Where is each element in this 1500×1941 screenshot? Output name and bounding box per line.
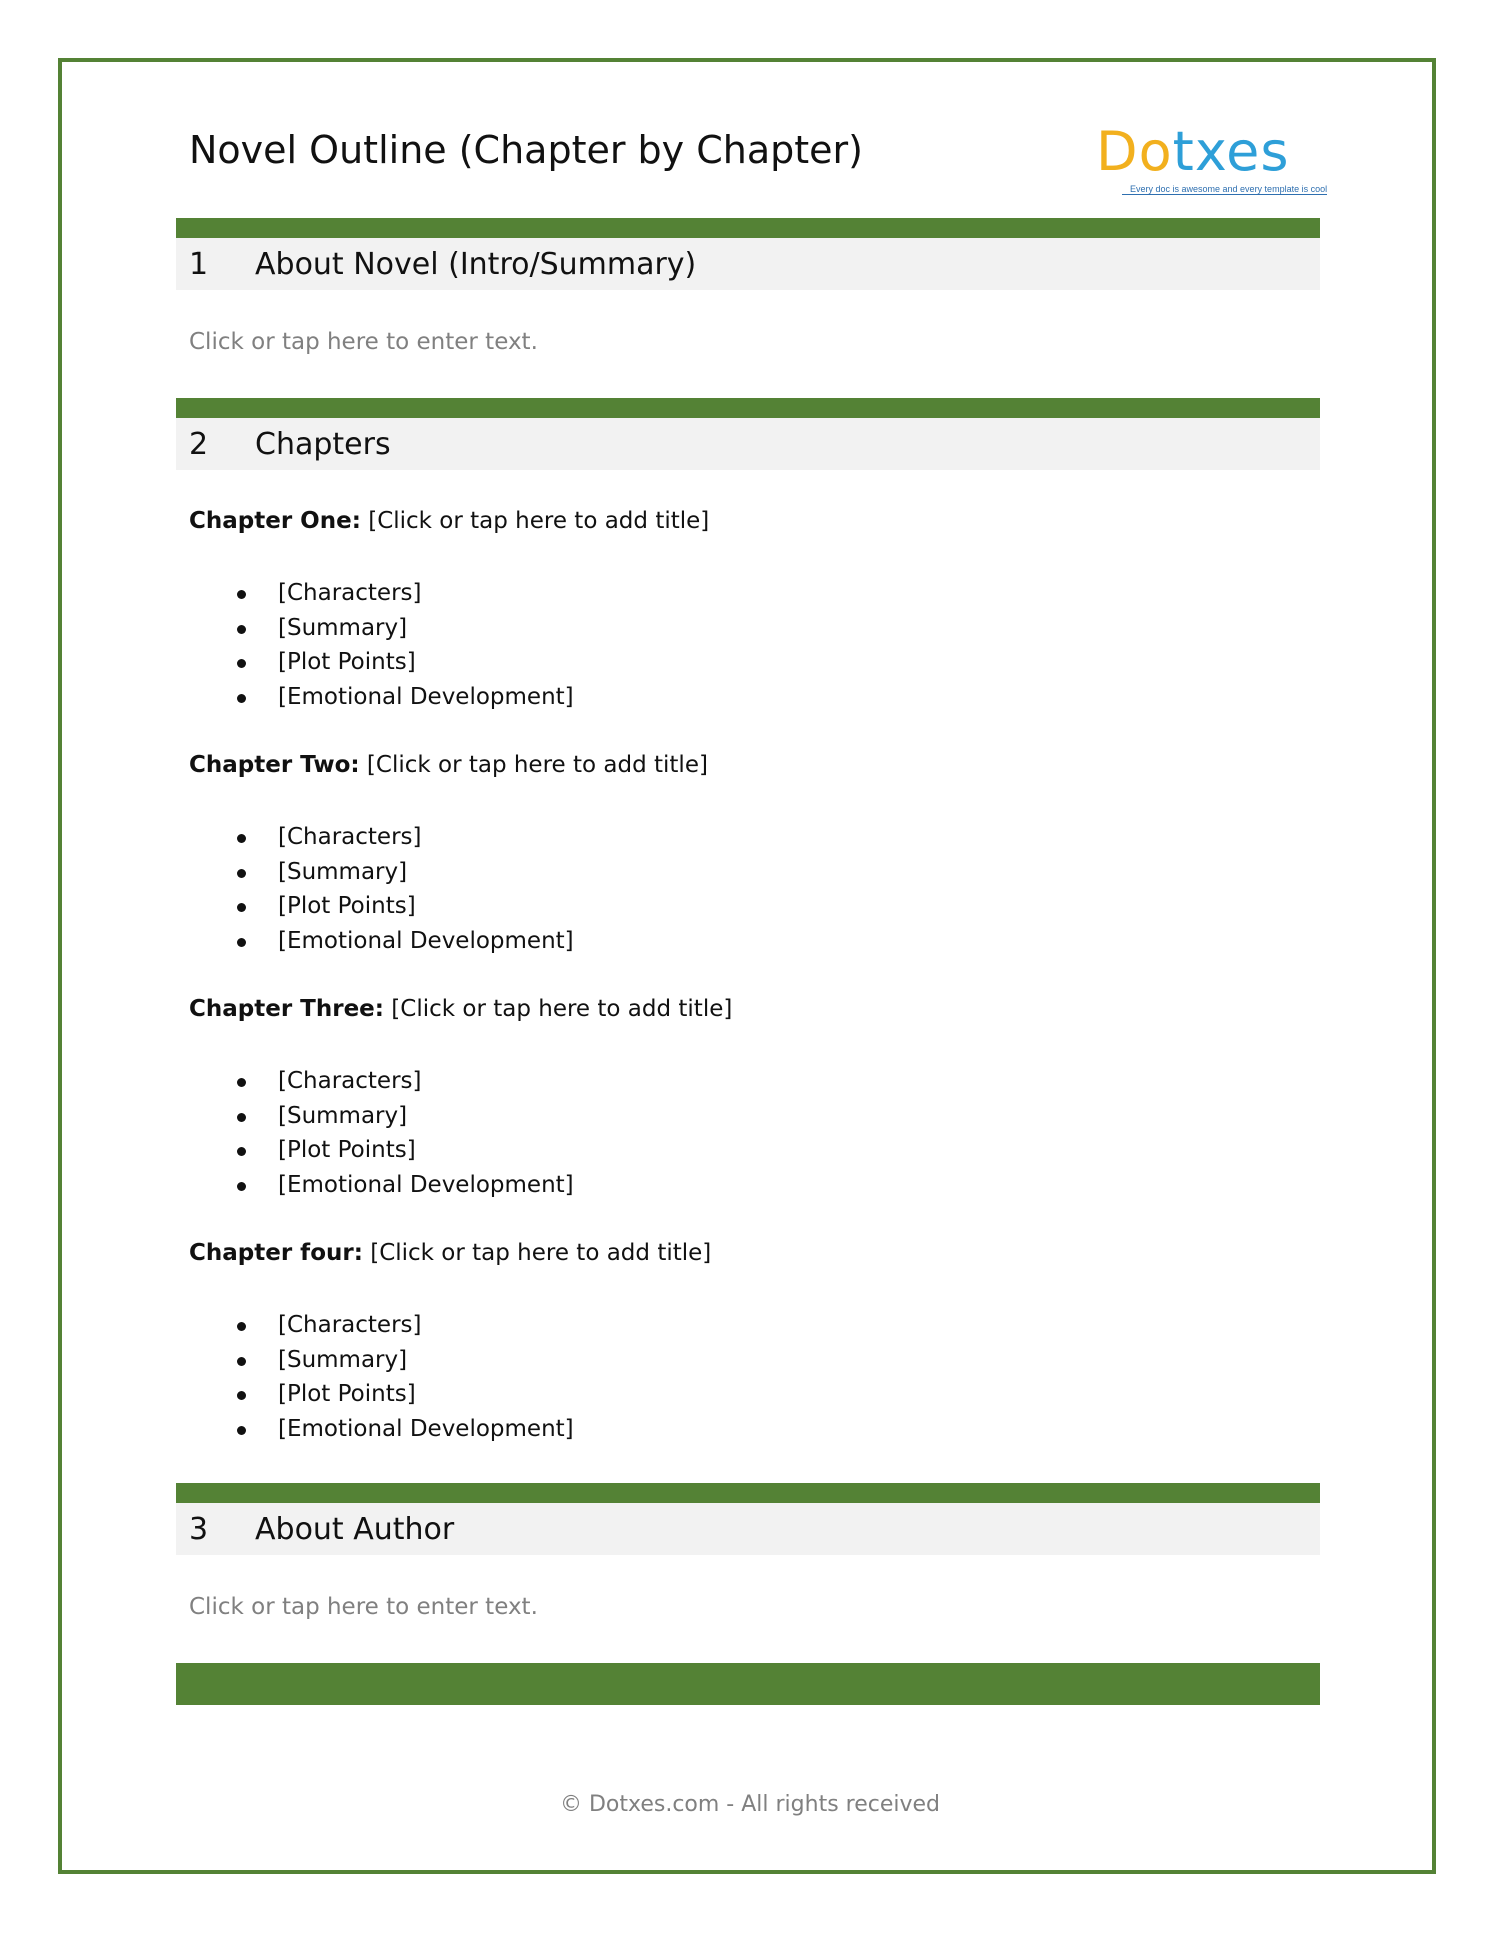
chapter-title-field[interactable]: [Click or tap here to add title] — [366, 752, 708, 778]
list-item[interactable]: [Plot Points] — [189, 1377, 574, 1412]
bullet-icon — [237, 694, 246, 703]
section-heading-about-novel — [176, 238, 1320, 290]
section-title: Chapters — [255, 426, 391, 462]
chapter-title-field[interactable]: [Click or tap here to add title] — [368, 508, 710, 534]
bullet-icon — [237, 938, 246, 947]
section-heading-chapters — [176, 418, 1320, 470]
section-number: 1 — [189, 246, 209, 282]
list-item[interactable]: [Summary] — [189, 1099, 574, 1134]
bullet-icon — [237, 1322, 246, 1331]
bullet-icon — [237, 590, 246, 599]
chapter-label: Chapter Two: — [189, 752, 360, 778]
section-title: About Author — [255, 1511, 455, 1547]
footer-bar — [176, 1663, 1320, 1705]
chapter-three-heading — [189, 996, 732, 1022]
chapter-title-field[interactable]: [Click or tap here to add title] — [370, 1240, 712, 1266]
section-title: About Novel (Intro/Summary) — [255, 246, 697, 282]
list-item[interactable]: [Characters] — [189, 1064, 574, 1099]
bullet-icon — [237, 1078, 246, 1087]
bullet-icon — [237, 1391, 246, 1400]
list-item[interactable]: [Summary] — [189, 855, 574, 890]
list-item[interactable]: [Emotional Development] — [189, 680, 574, 715]
logo-tagline: Every doc is awesome and every template is cool — [1122, 184, 1327, 195]
chapter-four-list — [189, 1308, 574, 1446]
list-item[interactable]: [Summary] — [189, 1343, 574, 1378]
chapter-two-list — [189, 820, 574, 958]
bullet-icon — [237, 1426, 246, 1435]
chapter-four-heading — [189, 1240, 711, 1266]
section-1-bar — [176, 218, 1320, 238]
list-item[interactable]: [Characters] — [189, 1308, 574, 1343]
page-title: Novel Outline (Chapter by Chapter) — [189, 128, 863, 172]
bullet-icon — [237, 625, 246, 634]
bullet-icon — [237, 1113, 246, 1122]
chapter-one-heading — [189, 508, 709, 534]
list-item[interactable]: [Characters] — [189, 820, 574, 855]
chapter-three-list — [189, 1064, 574, 1202]
dotxes-logo — [1096, 120, 1328, 194]
list-item[interactable]: [Plot Points] — [189, 645, 574, 680]
list-item[interactable]: [Emotional Development] — [189, 1412, 574, 1447]
list-item[interactable]: [Plot Points] — [189, 1133, 574, 1168]
list-item[interactable]: [Emotional Development] — [189, 1168, 574, 1203]
bullet-icon — [237, 903, 246, 912]
bullet-icon — [237, 1357, 246, 1366]
chapter-title-field[interactable]: [Click or tap here to add title] — [391, 996, 733, 1022]
bullet-icon — [237, 869, 246, 878]
copyright-footer: © Dotxes.com - All rights received — [559, 1792, 941, 1817]
section-number: 2 — [189, 426, 209, 462]
list-item[interactable]: [Plot Points] — [189, 889, 574, 924]
chapter-one-list — [189, 576, 574, 714]
section-3-bar — [176, 1483, 1320, 1503]
list-item[interactable]: [Summary] — [189, 611, 574, 646]
bullet-icon — [237, 834, 246, 843]
chapter-label: Chapter four: — [189, 1240, 363, 1266]
section-2-bar — [176, 398, 1320, 418]
list-item[interactable]: [Emotional Development] — [189, 924, 574, 959]
list-item[interactable]: [Characters] — [189, 576, 574, 611]
bullet-icon — [237, 1147, 246, 1156]
bullet-icon — [237, 1182, 246, 1191]
section-heading-about-author — [176, 1503, 1320, 1555]
section-number: 3 — [189, 1511, 209, 1547]
chapter-two-heading — [189, 752, 708, 778]
bullet-icon — [237, 659, 246, 668]
about-author-text-field[interactable]: Click or tap here to enter text. — [189, 1594, 538, 1620]
chapter-label: Chapter One: — [189, 508, 361, 534]
chapter-label: Chapter Three: — [189, 996, 384, 1022]
logo-wordmark: Dotxes — [1096, 120, 1290, 183]
about-novel-text-field[interactable]: Click or tap here to enter text. — [189, 329, 538, 355]
